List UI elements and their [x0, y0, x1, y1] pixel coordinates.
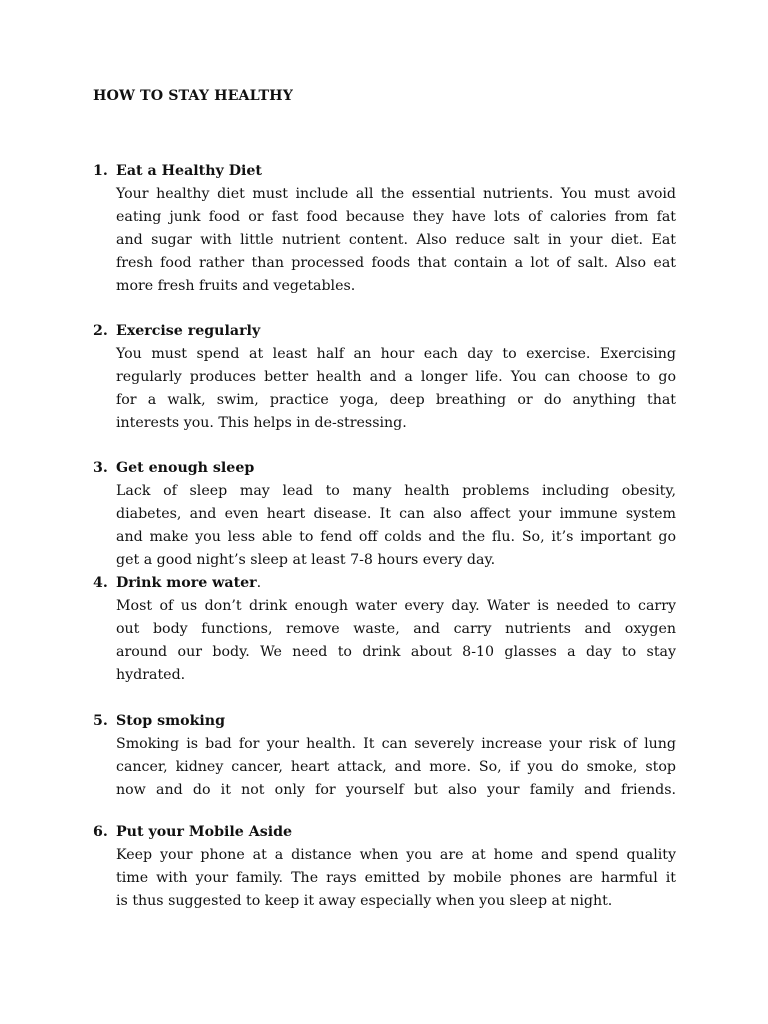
body-line: is thus suggested to keep it away especially when you sleep at night. — [116, 893, 613, 909]
list-item-header — [93, 160, 676, 183]
body-line: fresh food rather than processed foods that contain a lot of salt. Also eat — [116, 255, 676, 271]
body-line: diabetes, and even heart disease. It can also affect your immune system — [116, 506, 676, 522]
list-item-water — [93, 572, 676, 687]
body-line: Most of us don’t drink enough water every day. Water is needed to carry — [116, 598, 676, 614]
list-item-body — [116, 480, 676, 572]
body-line: You must spend at least half an hour each day to exercise. Exercising — [116, 346, 676, 362]
body-line: and make you less able to fend off colds and the flu. So, it’s important go — [116, 529, 676, 545]
list-item-number: 5. — [93, 713, 108, 729]
body-line: Smoking is bad for your health. It can severely increase your risk of lung — [116, 736, 676, 752]
list-item-header — [93, 320, 676, 343]
list-item-heading: Get enough sleep — [116, 460, 255, 476]
body-line: interests you. This helps in de-stressing. — [116, 415, 407, 431]
body-line: out body functions, remove waste, and carry nutrients and oxygen — [116, 621, 676, 637]
list-item-number: 2. — [93, 323, 108, 339]
body-line: cancer, kidney cancer, heart attack, and more. So, if you do smoke, stop — [116, 759, 676, 775]
body-line: get a good night’s sleep at least 7-8 hours every day. — [116, 552, 496, 568]
body-line: regularly produces better health and a longer life. You can choose to go — [116, 369, 676, 385]
body-line: Your healthy diet must include all the essential nutrients. You must avoid — [116, 186, 676, 202]
list-item-header — [93, 572, 676, 595]
list-item-header — [93, 821, 676, 844]
list-item-sleep — [93, 457, 676, 572]
list-item-heading: Put your Mobile Aside — [116, 824, 293, 840]
body-line: and sugar with little nutrient content. Also reduce salt in your diet. Eat — [116, 232, 676, 248]
list-item-body — [116, 595, 676, 687]
body-line: Keep your phone at a distance when you are at home and spend quality — [116, 847, 676, 863]
body-line: hydrated. — [116, 667, 186, 683]
body-line: Lack of sleep may lead to many health problems including obesity, — [116, 483, 676, 499]
page-title: HOW TO STAY HEALTHY — [93, 88, 293, 104]
list-item-heading-text: Drink more water — [116, 575, 257, 591]
list-item-mobile — [93, 821, 676, 913]
list-item-number: 4. — [93, 575, 108, 591]
list-item-heading — [116, 572, 261, 595]
list-item-heading: Stop smoking — [116, 713, 226, 729]
list-item-body — [116, 183, 676, 298]
list-item-header — [93, 710, 676, 733]
body-line: eating junk food or fast food because they have lots of calories from fat — [116, 209, 676, 225]
body-line: now and do it not only for yourself but also your family and friends. — [116, 782, 676, 798]
list-item-header — [93, 457, 676, 480]
body-line: for a walk, swim, practice yoga, deep breathing or do anything that — [116, 392, 676, 408]
body-line: time with your family. The rays emitted by mobile phones are harmful it — [116, 870, 676, 886]
list-item-number: 1. — [93, 163, 108, 179]
list-item-body — [116, 844, 676, 913]
list-item-number: 3. — [93, 460, 108, 476]
list-item-heading: Exercise regularly — [116, 323, 261, 339]
body-line: around our body. We need to drink about 8-10 glasses a day to stay — [116, 644, 676, 660]
list-item-body — [116, 733, 676, 802]
body-line: more fresh fruits and vegetables. — [116, 278, 356, 294]
list-item-healthy-diet — [93, 160, 676, 298]
list-item-heading-suffix: . — [256, 575, 262, 591]
list-item-smoking — [93, 710, 676, 802]
list-item-exercise — [93, 320, 676, 435]
list-item-heading: Eat a Healthy Diet — [116, 163, 262, 179]
list-item-body — [116, 343, 676, 435]
list-item-number: 6. — [93, 824, 108, 840]
